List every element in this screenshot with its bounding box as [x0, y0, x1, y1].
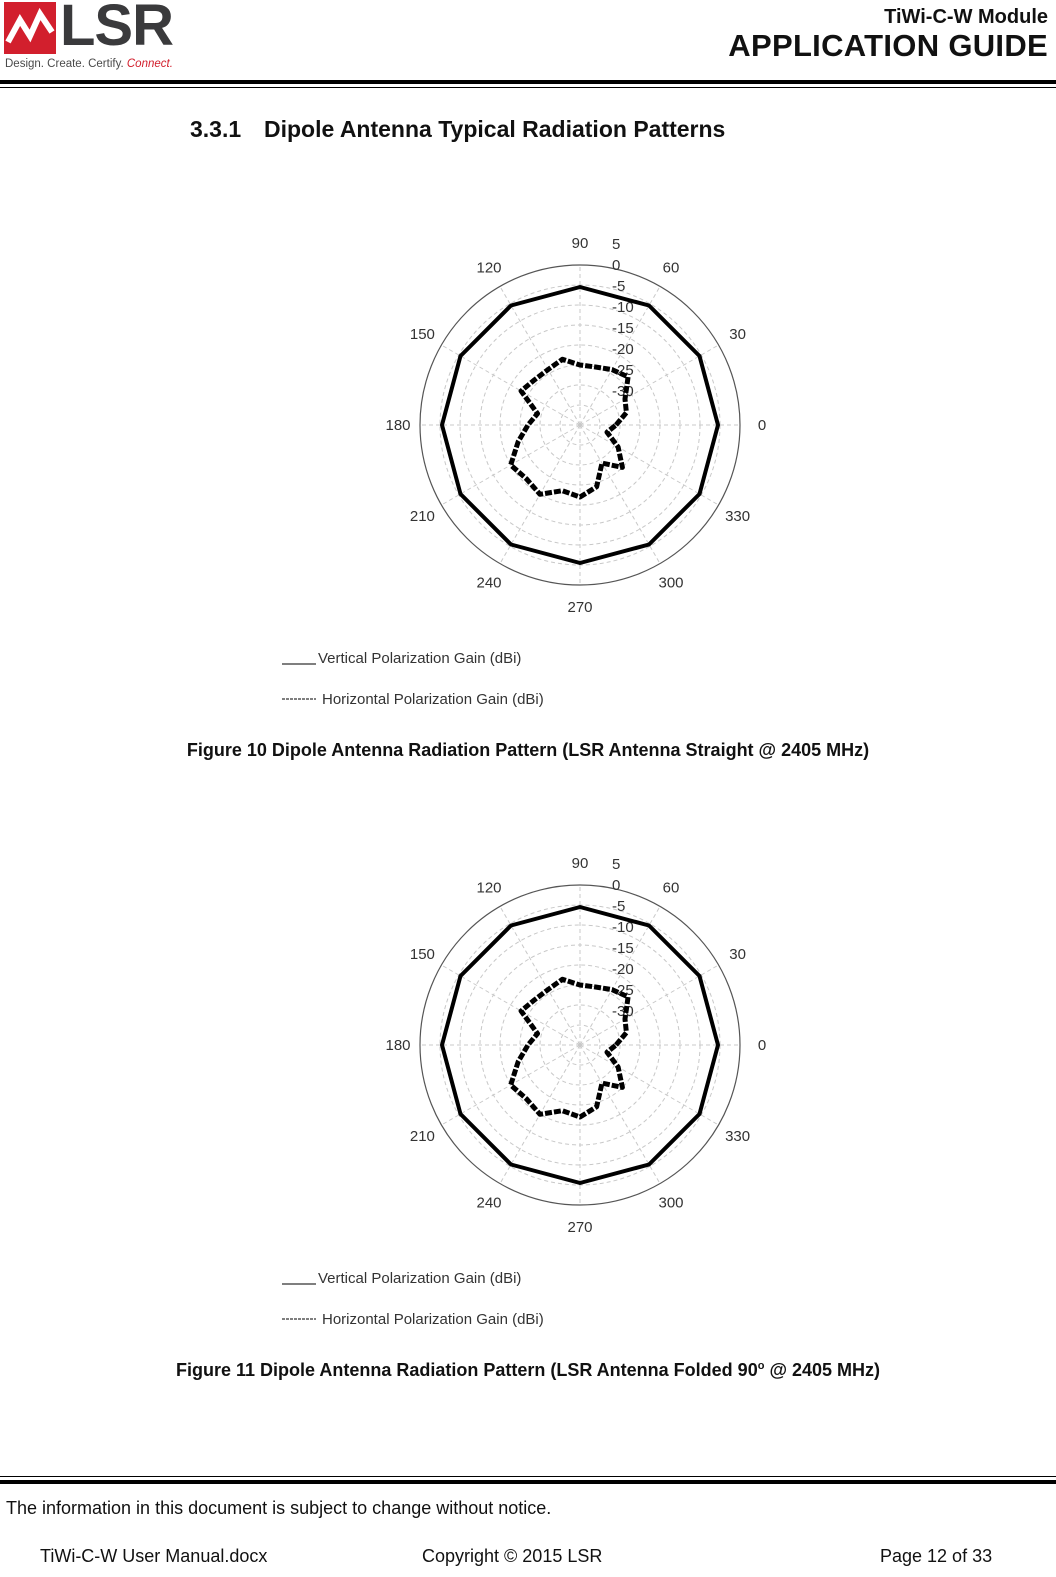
section-heading: [190, 116, 725, 143]
header-rule-thin: [0, 87, 1056, 88]
angle-tick-label: 300: [658, 1194, 684, 1212]
radial-tick-label: -5: [612, 898, 626, 915]
footer-rule-thin: [0, 1476, 1056, 1477]
radial-tick-label: -10: [612, 919, 634, 936]
angle-tick-label: 240: [476, 574, 502, 592]
angle-tick-label: 270: [567, 1219, 593, 1236]
figure-11-caption: [0, 1360, 1056, 1381]
logo-tagline-plain: Design. Create. Certify.: [5, 58, 124, 70]
footer-file-name: TiWi-C-W User Manual.docx: [40, 1546, 268, 1566]
angle-tick-label: 30: [729, 946, 746, 963]
lsr-logo-mark: [4, 2, 56, 54]
angle-tick-label: 0: [757, 1037, 767, 1054]
footer-copyright: Copyright © 2015 LSR: [422, 1546, 603, 1566]
legend-label-vertical: Vertical Polarization Gain (dBi): [318, 650, 522, 667]
radial-tick-label: -15: [612, 940, 634, 957]
angle-tick-label: 60: [662, 879, 680, 897]
radial-tick-label: 5: [612, 856, 621, 873]
radial-tick-label: 0: [612, 877, 621, 894]
series-horizontal-polarization: [511, 359, 628, 497]
radial-tick-label: -20: [612, 341, 634, 358]
angle-tick-label: 150: [409, 326, 435, 343]
figure-10-caption: [0, 740, 1056, 761]
angle-tick-label: 120: [476, 259, 502, 277]
section-number: 3.3.1: [190, 116, 242, 142]
radial-tick-label: 5: [612, 236, 621, 253]
polar-chart-figure-10: [0, 218, 1056, 738]
footer-rule-thick: [0, 1480, 1056, 1484]
angle-tick-label: 270: [567, 599, 593, 616]
angle-tick-label: 210: [409, 508, 435, 525]
angle-tick-label: 120: [476, 879, 502, 897]
angle-tick-label: 300: [658, 574, 684, 592]
header-rule-thick: [0, 80, 1056, 84]
footer-page-number: Page 12 of 33: [880, 1546, 993, 1566]
angle-tick-label: 180: [385, 417, 411, 434]
figure-11: [0, 838, 1056, 1358]
angle-tick-label: 90: [571, 855, 589, 872]
angle-tick-label: 240: [476, 1194, 502, 1212]
lsr-logo: [4, 2, 194, 72]
angle-tick-label: 0: [757, 417, 767, 434]
logo-tagline-accent: Connect.: [126, 58, 173, 70]
radial-tick-label: -30: [612, 383, 634, 400]
polar-chart-figure-11: [0, 838, 1056, 1358]
header-titles: [728, 6, 1048, 64]
radial-tick-label: -20: [612, 961, 634, 978]
logo-tagline: [5, 58, 173, 70]
radial-tick-label: -25: [612, 362, 634, 379]
degree-superscript: o: [757, 1360, 765, 1372]
footer-notice: The information in this document is subject to change without notice.: [6, 1498, 552, 1518]
radial-tick-label: 0: [612, 257, 621, 274]
radial-tick-label: -15: [612, 320, 634, 337]
figure-11-caption-text: Figure 11 Dipole Antenna Radiation Pattern (LSR Antenna Folded 90: [175, 1360, 758, 1380]
angle-tick-label: 60: [662, 259, 680, 277]
radial-tick-label: -25: [612, 982, 634, 999]
radial-tick-label: -5: [612, 278, 626, 295]
legend-label-horizontal: Horizontal Polarization Gain (dBi): [322, 691, 544, 708]
section-title: Dipole Antenna Typical Radiation Patterns: [264, 116, 726, 142]
figure-11-caption-tail: @ 2405 MHz): [764, 1360, 881, 1380]
legend-label-horizontal: Horizontal Polarization Gain (dBi): [322, 1311, 544, 1328]
radial-tick-label: -30: [612, 1003, 634, 1020]
radial-tick-label: -10: [612, 299, 634, 316]
angle-tick-label: 30: [729, 326, 746, 343]
angle-tick-label: 180: [385, 1037, 411, 1054]
figure-10: [0, 218, 1056, 738]
angle-tick-label: 330: [725, 1128, 751, 1145]
angle-tick-label: 90: [571, 235, 589, 252]
figure-10-caption-text: Figure 10 Dipole Antenna Radiation Pattern (LSR Antenna Straight @ 2405 MHz): [186, 740, 870, 760]
angle-tick-label: 330: [725, 508, 751, 525]
legend-label-vertical: Vertical Polarization Gain (dBi): [318, 1270, 522, 1287]
header-module-name: TiWi-C-W Module: [884, 6, 1048, 28]
header-doc-type: APPLICATION GUIDE: [728, 28, 1048, 63]
logo-brand-text: LSR: [60, 0, 173, 58]
series-horizontal-polarization: [511, 979, 628, 1117]
angle-tick-label: 210: [409, 1128, 435, 1145]
angle-tick-label: 150: [409, 946, 435, 963]
